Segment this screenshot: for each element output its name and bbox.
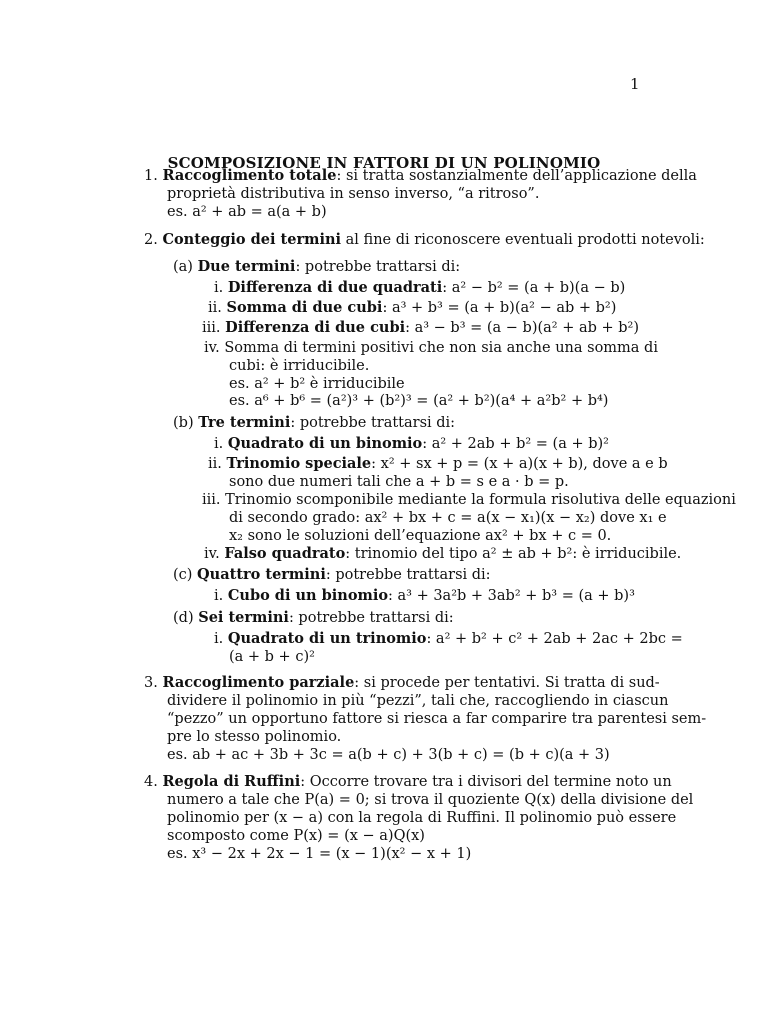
text-run: : a² + 2ab + b² = (a + b)² (422, 436, 609, 452)
text-line (214, 279, 625, 297)
text-run: : Occorre trovare tra i divisori del termine noto un (300, 774, 672, 790)
text-run: : x² + sx + p = (x + a)(x + b), dove a e b (371, 456, 668, 472)
text-line (208, 455, 668, 473)
text-run: ii. (208, 300, 227, 316)
text-run: : a³ − b³ = (a − b)(a² + ab + b²) (405, 320, 640, 336)
text-run: scomposto come P(x) = (x − a)Q(x) (167, 828, 425, 844)
text-run: proprietà distributiva in senso inverso, “a ritroso”. (167, 186, 540, 202)
text-line (167, 746, 610, 764)
text-run: : potrebbe trattarsi di: (295, 259, 461, 275)
text-run: : potrebbe trattarsi di: (325, 567, 491, 583)
text-line (214, 587, 635, 605)
text-run: i. (214, 436, 228, 452)
text-line (202, 491, 736, 509)
text-line (167, 809, 676, 827)
text-run: : a³ + b³ = (a + b)(a² − ab + b²) (382, 300, 617, 316)
text-line (167, 710, 706, 728)
text-run: i. (214, 280, 228, 296)
bold-term: Differenza di due quadrati (227, 279, 443, 296)
text-run: “pezzo” un opportuno fattore si riesca a far comparire tra parentesi sem- (167, 711, 707, 727)
text-line (214, 435, 609, 453)
bold-term: Somma di due cubi (226, 299, 383, 316)
text-run: (a + b + c)² (229, 649, 315, 665)
text-line (173, 258, 460, 276)
text-run: cubi: è irriducibile. (229, 358, 370, 374)
text-line (167, 728, 341, 746)
bold-term: Differenza di due cubi (225, 319, 406, 336)
text-run: (b) (173, 415, 199, 431)
text-line (167, 692, 668, 710)
text-line (229, 357, 369, 375)
bold-term: Quadrato di un trinomio (227, 630, 427, 647)
text-run: es. ab + ac + 3b + 3c = a(b + c) + 3(b + c) = (b + c)(a + 3) (167, 747, 610, 763)
text-line (167, 203, 327, 221)
text-line (229, 392, 608, 410)
bold-term: Raccoglimento parziale (162, 674, 355, 691)
text-run: : si procede per tentativi. Si tratta di sud- (354, 675, 660, 691)
text-run: i. (214, 631, 228, 647)
text-run: es. a⁶ + b⁶ = (a²)³ + (b²)³ = (a² + b²)(a⁴ + a²b² + b⁴) (229, 393, 609, 409)
text-run: (d) (173, 610, 199, 626)
text-line (173, 414, 455, 432)
bold-term: Due termini (197, 258, 296, 275)
text-run: (a) (173, 259, 198, 275)
text-run: : potrebbe trattarsi di: (288, 610, 454, 626)
text-run: : a³ + 3a²b + 3ab² + b³ = (a + b)³ (388, 588, 635, 604)
text-run: es. a² + ab = a(a + b) (167, 204, 327, 220)
text-run: iv. Somma di termini positivi che non sia anche una somma di (204, 340, 658, 356)
bold-term: Sei termini (198, 609, 289, 626)
bold-term: Tre termini (198, 414, 291, 431)
text-run: 3. (144, 675, 163, 691)
text-run: 4. (144, 774, 163, 790)
text-run: : a² + b² + c² + 2ab + 2ac + 2bc = (426, 631, 683, 647)
text-run: 1. (144, 168, 163, 184)
text-run: : potrebbe trattarsi di: (290, 415, 456, 431)
text-line (229, 473, 569, 491)
text-line (202, 319, 639, 337)
text-run: numero a tale che P(a) = 0; si trova il quoziente Q(x) della divisione del (167, 792, 694, 808)
bold-term: Regola di Ruffini (162, 773, 301, 790)
text-line (208, 299, 616, 317)
text-run: : trinomio del tipo a² ± ab + b²: è irriducibile. (345, 546, 682, 562)
text-line (229, 527, 611, 545)
text-run: x₂ sono le soluzioni dell’equazione ax² + bx + c = 0. (229, 528, 612, 544)
text-run: : si tratta sostanzialmente dell’applicazione della (336, 168, 697, 184)
text-run: polinomio per (x − a) con la regola di Ruffini. Il polinomio può essere (167, 810, 677, 826)
text-line (229, 648, 315, 666)
text-run: al fine di riconoscere eventuali prodotti notevoli: (341, 232, 705, 248)
text-line (144, 674, 660, 692)
bold-term: Cubo di un binomio (227, 587, 389, 604)
text-run: dividere il polinomio in più “pezzi”, tali che, raccogliendo in ciascun (167, 693, 669, 709)
text-run: : a² − b² = (a + b)(a − b) (442, 280, 626, 296)
text-line (173, 609, 454, 627)
text-line (167, 791, 693, 809)
bold-term: Trinomio speciale (226, 455, 372, 472)
text-run: i. (214, 588, 228, 604)
text-run: (c) (173, 567, 198, 583)
text-run: pre lo stesso polinomio. (167, 729, 342, 745)
text-line (214, 630, 683, 648)
bold-term: Quattro termini (197, 566, 326, 583)
text-line (204, 339, 658, 357)
text-line (144, 231, 705, 249)
text-run: iv. (204, 546, 225, 562)
text-run: es. a² + b² è irriducibile (229, 376, 405, 392)
page-number: 1 (630, 75, 640, 93)
bold-term: Quadrato di un binomio (227, 435, 423, 452)
text-run: es. x³ − 2x + 2x − 1 = (x − 1)(x² − x + 1) (167, 846, 472, 862)
text-line (167, 827, 425, 845)
text-line (144, 773, 672, 791)
text-line (167, 845, 471, 863)
text-run: sono due numeri tali che a + b = s e a · b = p. (229, 474, 569, 490)
text-line (229, 509, 667, 527)
bold-term: Raccoglimento totale (162, 167, 337, 184)
text-run: iii. Trinomio scomponibile mediante la formula risolutiva delle equazioni (202, 492, 736, 508)
text-run: di secondo grado: ax² + bx + c = a(x − x₁)(x − x₂) dove x₁ e (229, 510, 667, 526)
text-line (229, 375, 405, 393)
text-line (144, 167, 697, 185)
text-run: ii. (208, 456, 227, 472)
bold-term: Falso quadrato (224, 545, 346, 562)
text-line (167, 185, 539, 203)
text-line (204, 545, 681, 563)
text-line (173, 566, 491, 584)
text-run: 2. (144, 232, 163, 248)
text-run: iii. (202, 320, 226, 336)
page-title: SCOMPOSIZIONE IN FATTORI DI UN POLINOMIO (167, 154, 601, 172)
bold-term: Conteggio dei termini (162, 231, 342, 248)
